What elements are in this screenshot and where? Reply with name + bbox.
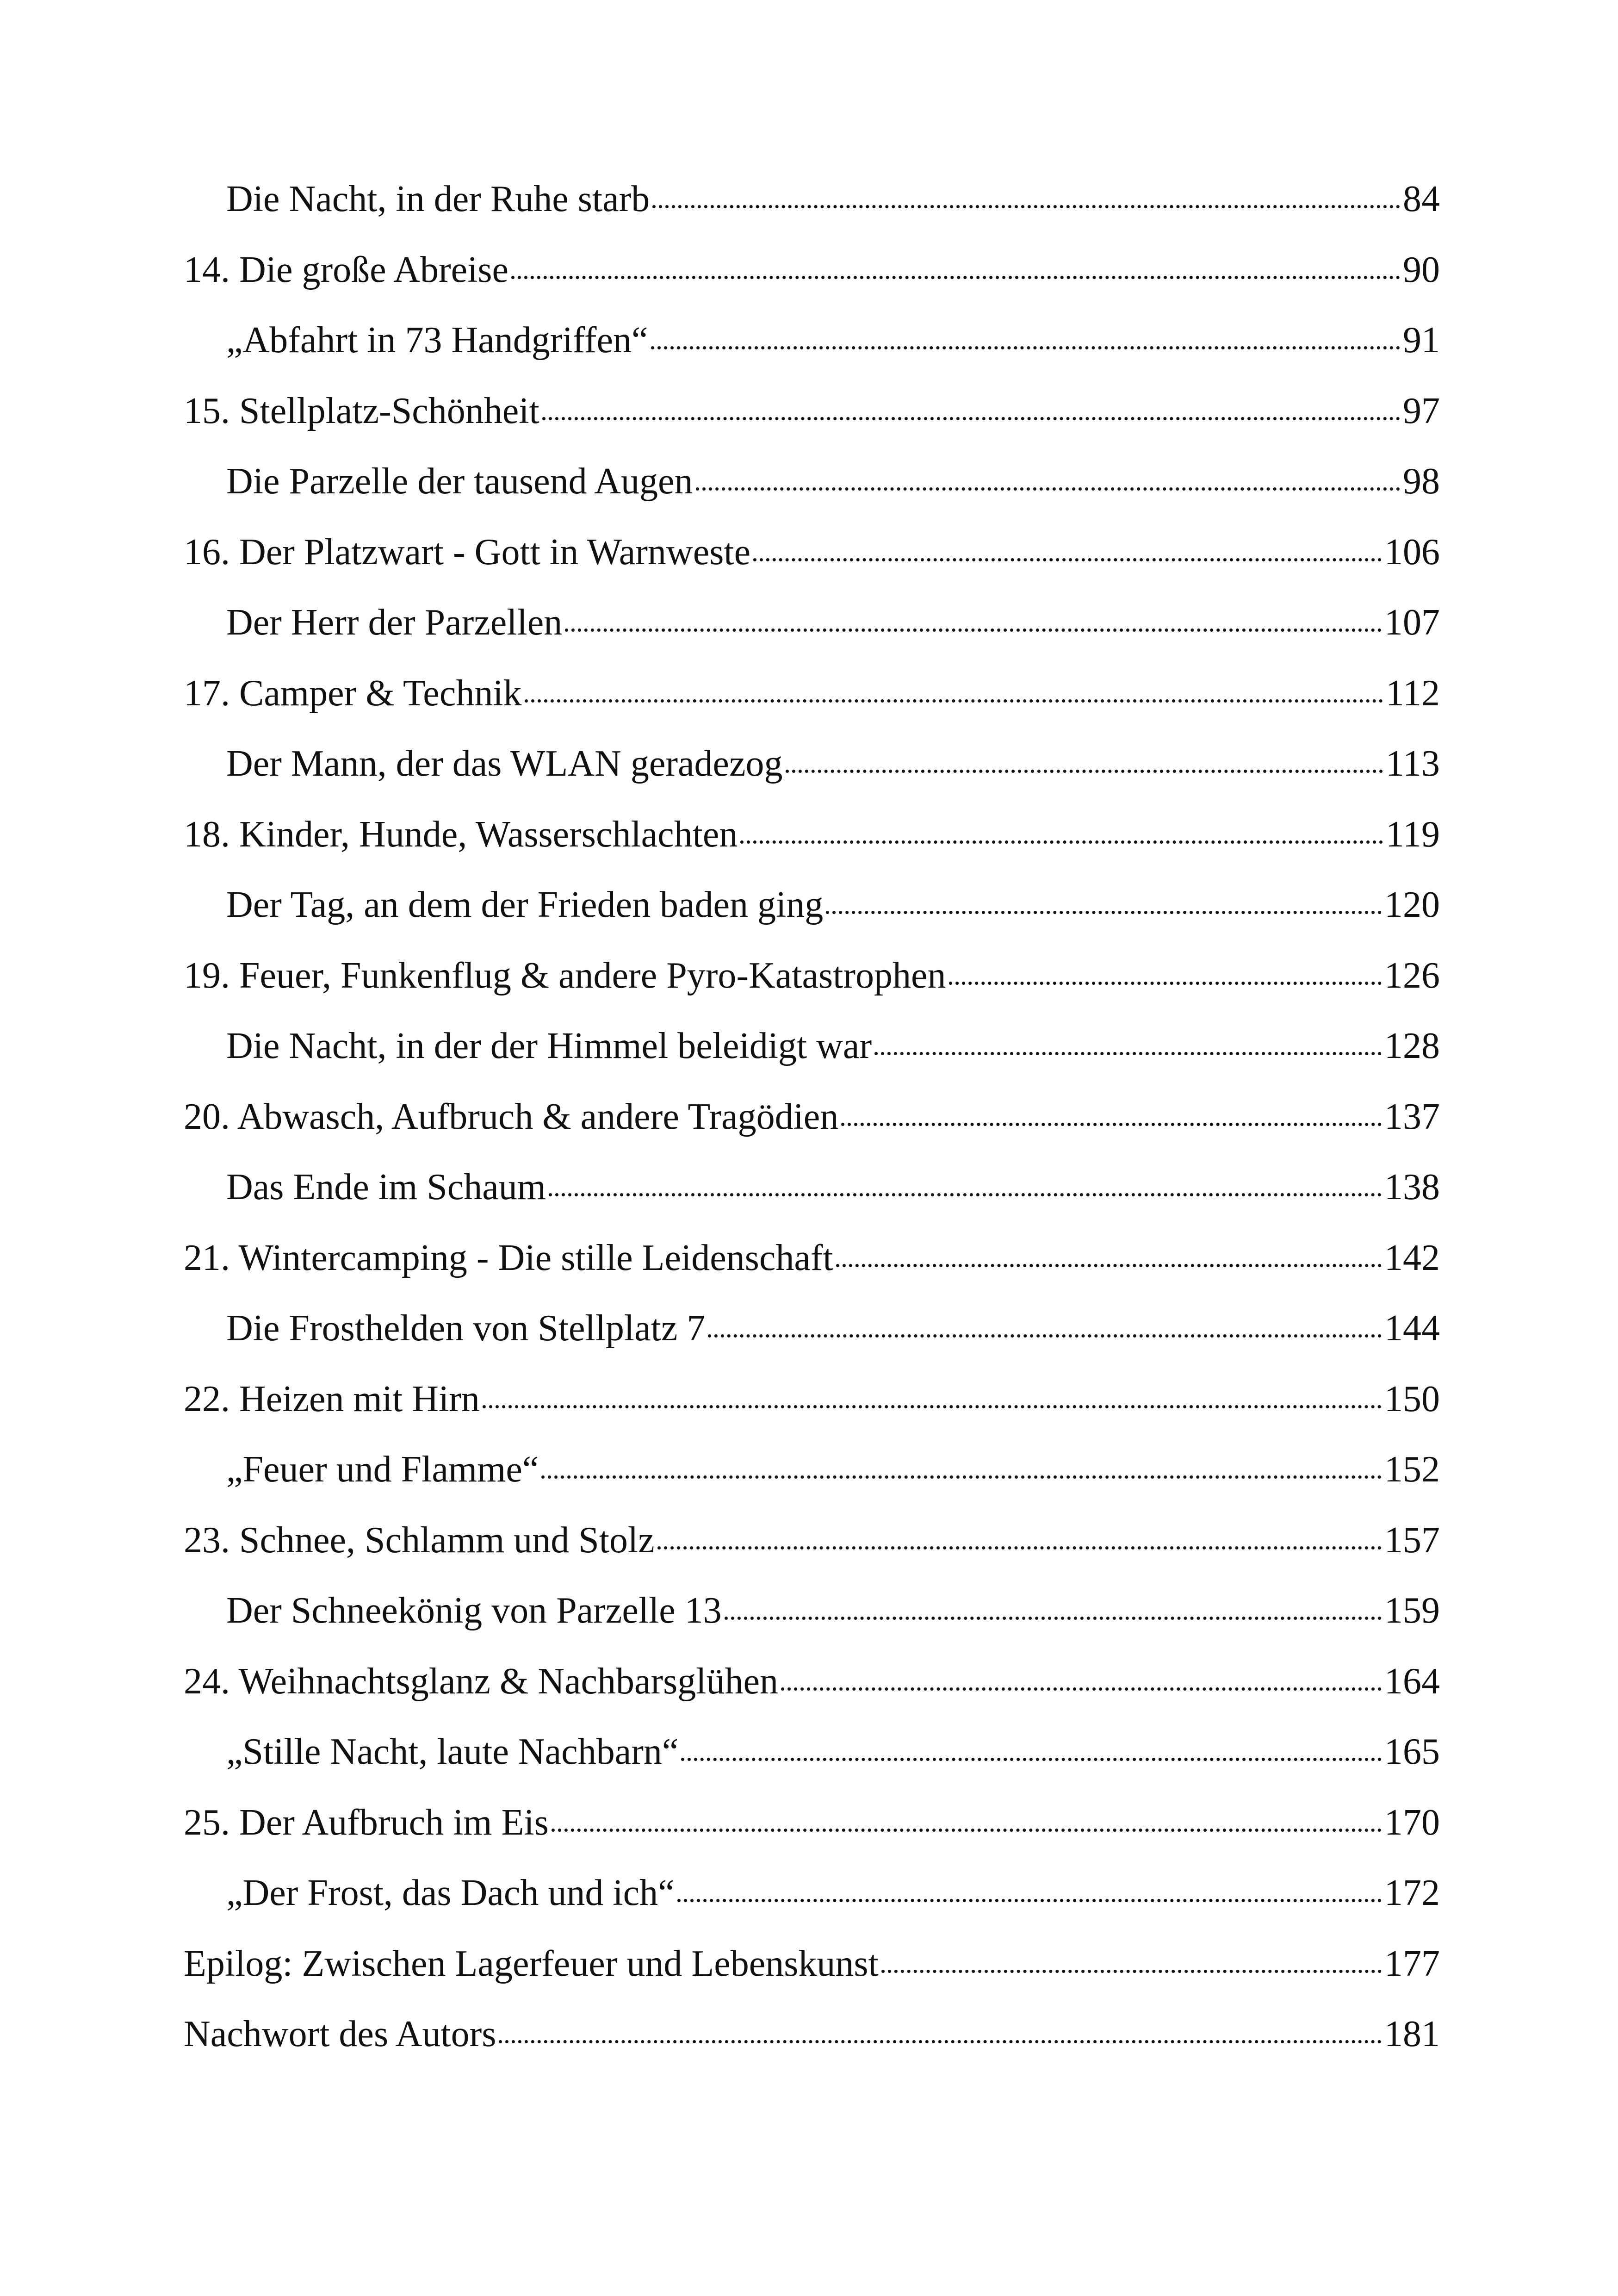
toc-entry-page: 91 xyxy=(1403,320,1440,361)
toc-entry-page: 112 xyxy=(1385,672,1440,714)
toc-entry-page: 98 xyxy=(1403,461,1440,502)
toc-entry-title: „Stille Nacht, laute Nachbarn“ xyxy=(226,1731,679,1772)
toc-entry-title: 14. Die große Abreise xyxy=(184,249,509,290)
toc-entry-title: Der Mann, der das WLAN geradezog xyxy=(226,743,783,784)
toc-entry-title: Der Tag, an dem der Frieden baden ging xyxy=(226,884,824,925)
toc-entry xyxy=(184,1169,1440,1239)
toc-entry-page: 152 xyxy=(1384,1449,1440,1490)
toc-entry-title: 20. Abwasch, Aufbruch & andere Tragödien xyxy=(184,1096,839,1137)
toc-leader-dots xyxy=(696,487,1400,491)
toc-entry-page: 106 xyxy=(1384,531,1440,572)
toc-entry-page: 157 xyxy=(1384,1519,1440,1561)
toc-entry-title: Der Herr der Parzellen xyxy=(226,602,563,643)
toc-leader-dots xyxy=(677,1899,1382,1902)
toc-entry-page: 177 xyxy=(1384,1943,1440,1984)
toc-entry-page: 128 xyxy=(1384,1026,1440,1066)
toc-entry xyxy=(184,2016,1440,2086)
toc-entry-title: 17. Camper & Technik xyxy=(184,672,522,714)
toc-leader-dots xyxy=(541,1475,1382,1479)
toc-entry-page: 119 xyxy=(1385,814,1440,855)
toc-leader-dots xyxy=(681,1758,1382,1761)
toc-entry-title: „Der Frost, das Dach und ich“ xyxy=(226,1873,675,1913)
toc-entry-page: 137 xyxy=(1384,1096,1440,1137)
toc-leader-dots xyxy=(708,1334,1382,1338)
toc-entry-page: 170 xyxy=(1384,1802,1440,1843)
toc-entry-page: 126 xyxy=(1384,955,1440,996)
toc-entry-page: 181 xyxy=(1384,2014,1440,2054)
toc-entry xyxy=(184,604,1440,675)
table-of-contents xyxy=(184,180,1440,2086)
toc-leader-dots xyxy=(836,1264,1382,1267)
toc-entry xyxy=(184,180,1440,251)
toc-entry-title: 15. Stellplatz-Schönheit xyxy=(184,390,539,431)
toc-leader-dots xyxy=(542,417,1400,420)
toc-entry-title: Der Schneekönig von Parzelle 13 xyxy=(226,1590,722,1631)
toc-entry xyxy=(184,745,1440,816)
toc-entry xyxy=(184,672,1440,746)
toc-entry-title: „Feuer und Flamme“ xyxy=(226,1449,539,1490)
toc-entry-page: 164 xyxy=(1384,1661,1440,1702)
toc-entry-title: 16. Der Platzwart - Gott in Warnweste xyxy=(184,531,751,572)
toc-entry-page: 150 xyxy=(1384,1378,1440,1419)
toc-entry-title: 23. Schnee, Schlamm und Stolz xyxy=(184,1519,655,1561)
toc-entry xyxy=(184,816,1440,887)
toc-entry xyxy=(184,251,1440,322)
toc-entry-page: 142 xyxy=(1384,1237,1440,1278)
toc-entry-page: 120 xyxy=(1384,884,1440,925)
toc-entry-title: Nachwort des Autors xyxy=(184,2014,496,2054)
toc-entry xyxy=(184,1027,1440,1098)
toc-entry xyxy=(184,1945,1440,2016)
toc-entry-page: 84 xyxy=(1403,179,1440,219)
toc-leader-dots xyxy=(549,1193,1382,1196)
toc-entry-title: Die Nacht, in der der Himmel beleidigt war xyxy=(226,1026,872,1066)
toc-leader-dots xyxy=(652,205,1400,208)
toc-entry-title: Epilog: Zwischen Lagerfeuer und Lebenskunst xyxy=(184,1943,879,1984)
toc-entry-page: 165 xyxy=(1384,1731,1440,1772)
toc-entry-title: Das Ende im Schaum xyxy=(226,1167,546,1207)
toc-entry xyxy=(184,322,1440,392)
toc-entry xyxy=(184,957,1440,1028)
toc-entry xyxy=(184,1310,1440,1381)
toc-entry xyxy=(184,1519,1440,1593)
toc-leader-dots xyxy=(725,1617,1382,1620)
toc-entry xyxy=(184,1733,1440,1804)
toc-leader-dots xyxy=(826,911,1382,914)
toc-leader-dots xyxy=(657,1546,1382,1549)
toc-entry xyxy=(184,1663,1440,1734)
toc-entry xyxy=(184,1451,1440,1522)
toc-leader-dots xyxy=(552,1829,1382,1832)
toc-leader-dots xyxy=(786,770,1383,773)
toc-entry-title: Die Frosthelden von Stellplatz 7 xyxy=(226,1308,706,1349)
toc-entry xyxy=(184,1592,1440,1663)
toc-leader-dots xyxy=(781,1687,1382,1691)
toc-entry-title: 19. Feuer, Funkenflug & andere Pyro-Katastrophen xyxy=(184,955,946,996)
toc-entry xyxy=(184,1804,1440,1875)
toc-entry xyxy=(184,1098,1440,1169)
toc-leader-dots xyxy=(651,346,1400,349)
toc-entry xyxy=(184,463,1440,534)
toc-entry-title: 22. Heizen mit Hirn xyxy=(184,1378,480,1419)
toc-leader-dots xyxy=(499,2040,1382,2043)
toc-entry-page: 159 xyxy=(1384,1590,1440,1631)
toc-entry xyxy=(184,1239,1440,1310)
toc-leader-dots xyxy=(740,840,1383,844)
toc-entry xyxy=(184,886,1440,957)
toc-entry xyxy=(184,1874,1440,1945)
toc-leader-dots xyxy=(841,1123,1382,1126)
toc-entry-page: 144 xyxy=(1384,1308,1440,1349)
toc-entry-title: „Abfahrt in 73 Handgriffen“ xyxy=(226,320,648,361)
toc-entry-title: Die Nacht, in der Ruhe starb xyxy=(226,179,650,219)
toc-entry-page: 107 xyxy=(1384,602,1440,643)
toc-entry-title: 18. Kinder, Hunde, Wasserschlachten xyxy=(184,814,738,855)
toc-entry-title: 25. Der Aufbruch im Eis xyxy=(184,1802,549,1843)
toc-leader-dots xyxy=(753,558,1382,561)
toc-leader-dots xyxy=(949,982,1382,985)
toc-leader-dots xyxy=(511,276,1400,279)
toc-entry-page: 113 xyxy=(1385,743,1440,784)
toc-leader-dots xyxy=(881,1970,1382,1973)
toc-entry-title: 24. Weihnachtsglanz & Nachbarsglühen xyxy=(184,1661,779,1702)
toc-leader-dots xyxy=(874,1052,1382,1055)
toc-entry xyxy=(184,1378,1440,1451)
toc-entry-page: 97 xyxy=(1403,390,1440,431)
toc-entry-title: Die Parzelle der tausend Augen xyxy=(226,461,693,502)
toc-entry xyxy=(184,531,1440,604)
toc-leader-dots xyxy=(565,628,1382,632)
toc-entry-page: 138 xyxy=(1384,1167,1440,1207)
toc-leader-dots xyxy=(483,1405,1382,1408)
toc-entry-page: 90 xyxy=(1403,249,1440,290)
toc-entry-page: 172 xyxy=(1384,1873,1440,1913)
toc-entry xyxy=(184,392,1440,463)
toc-leader-dots xyxy=(525,699,1383,703)
toc-entry-title: 21. Wintercamping - Die stille Leidenschaft xyxy=(184,1237,833,1278)
